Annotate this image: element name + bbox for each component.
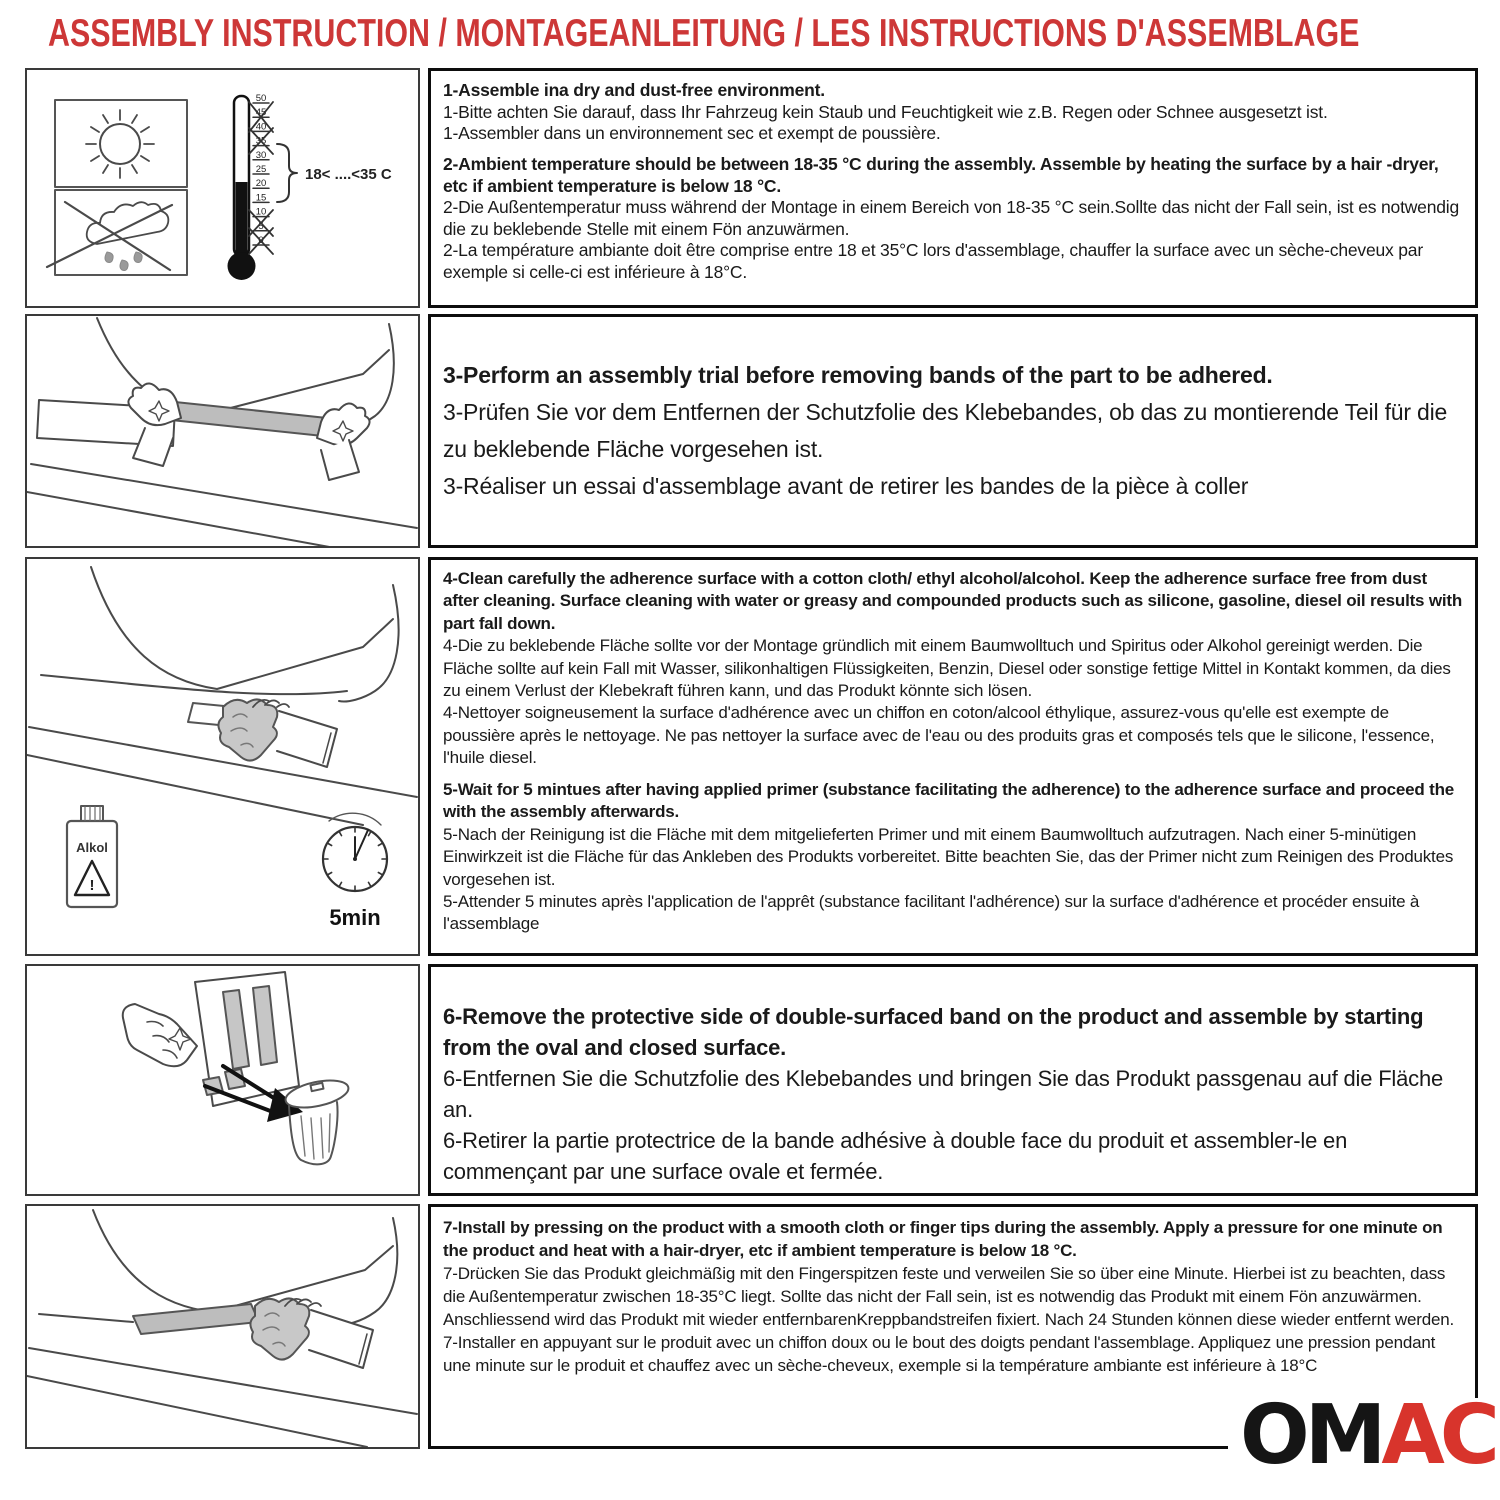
pressing-cloth-hand-icon	[250, 1298, 373, 1368]
svg-text:40: 40	[255, 121, 267, 133]
svg-text:30: 30	[255, 149, 267, 161]
instruction-paragraph: 2-Ambient temperature should be between 18-35 °C during the assembly. Assemble by heating the surface by a hair -dryer, etc if ambient temperature is below 18 °C.	[443, 154, 1439, 196]
left-hand-icon	[128, 383, 181, 466]
instruction-paragraph: 1-Assemble ina dry and dust-free environment.	[443, 80, 825, 100]
svg-text:0: 0	[258, 235, 264, 246]
page-title: ASSEMBLY INSTRUCTION / MONTAGEANLEITUNG / LES INSTRUCTIONS D'ASSEMBLAGE	[48, 12, 1360, 55]
instruction-paragraph: 4-Clean carefully the adherence surface with a cotton cloth/ ethyl alcohol/alcohol. Keep the adherence surface free from dust after cleaning. Surface cleaning with water or greasy and compounded products such as silicone, gasoline, diesel oil results with part fall down.	[443, 569, 1463, 633]
instruction-paragraph: 2-Die Außentemperatur muss während der Montage in einem Bereich von 18-35 °C sein.Sollte das nicht der Fall sein, ist es notwendig die zu beklebende Stelle mit einem Fön anzuwärmen.	[443, 197, 1459, 239]
svg-text:5: 5	[258, 220, 264, 232]
svg-text:20: 20	[255, 178, 267, 190]
svg-text:25: 25	[255, 164, 267, 175]
illustration-environment-temperature	[25, 68, 420, 308]
clock-duration-label: 5min	[329, 905, 381, 930]
instruction-paragraph: 3-Réaliser un essai d'assemblage avant de retirer les bandes de la pièce à coller	[443, 473, 1249, 499]
illustration-assembly-trial	[25, 314, 420, 548]
clock-icon	[323, 813, 387, 891]
warning-triangle-icon	[75, 861, 109, 895]
svg-text:Alkol: Alkol	[76, 840, 108, 855]
instruction-paragraph: 4-Nettoyer soigneusement la surface d'adhérence avec un chiffon en coton/alcool éthylique, assurez-vous qu'elle est exempte de poussière après le nettoyage. Ne pas nettoyer la surface avec de l'eau ou des produits gras et composés tels que le silicone, l'essence, l'huile diesel.	[443, 703, 1435, 768]
range-brace	[277, 144, 297, 202]
svg-text:!: !	[89, 877, 95, 894]
instruction-paragraph: 5-Attender 5 minutes après l'application de l'apprêt (substance facilitant l'adhérence) sur la surface d'adhérence et procéder ensuite à l'assemblage	[443, 892, 1420, 934]
sun-icon	[55, 100, 187, 187]
instruction-paragraph: 7-Drücken Sie das Produkt gleichmäßig mit den Fingerspitzen feste und verweilen Sie so über eine Minute. Hierbei ist zu beachten, dass die Außentemperatur zwischen 18-35°C liegt. Sollte das nicht der Fall sein, ist es notwendig das Produkt mit einem Fön anzuwärmen. Anschliessend wird das Produkt mit wieder entfernbarenKreppbandstreifen fixiert. Nach 24 Stunden können diese wieder entfernt werden.	[443, 1264, 1454, 1329]
svg-text:45: 45	[255, 107, 267, 119]
instructions-clean-surface-primer	[428, 557, 1478, 956]
instructions-environment-temperature	[428, 68, 1478, 308]
car-door-sill-lines	[27, 567, 417, 825]
illustration-remove-protective-band	[25, 964, 420, 1196]
instructions-assembly-trial	[428, 314, 1478, 548]
omac-logo	[1228, 1388, 1500, 1483]
illustration-clean-surface-primer	[25, 557, 420, 956]
svg-text:50: 50	[255, 93, 267, 104]
peeling-hand-icon	[123, 1004, 197, 1066]
alcohol-bottle-icon	[67, 806, 117, 907]
cleaning-surface-drawing	[27, 559, 418, 954]
instruction-paragraph: 4-Die zu beklebende Fläche sollte vor der Montage gründlich mit einem Baumwolltuch und Spiritus oder Alkohol gereinigt werden. Die Fläche sollte auf kein Fall mit Wasser, silikonhaltigen Flüssigkeiten, Benzin, Diesel oder sonstige fettige Mittel in Kontakt kommen, da dies zu einem Verlust der Klebekraft führen kann, und das Produkt könnte sich lösen.	[443, 636, 1451, 701]
svg-text:10: 10	[255, 206, 267, 218]
instruction-paragraph: 2-La température ambiante doit être comprise entre 18 et 35°C lors d'assemblage, chauffer la surface avec un sèche-cheveux par exemple si celle-ci est inférieure à 18°C.	[443, 240, 1423, 282]
instruction-paragraph: 6-Retirer la partie protectrice de la bande adhésive à double face du produit et assembler-le en commençant par une surface ovale et fermée.	[443, 1128, 1348, 1184]
instruction-paragraph: 5-Nach der Reinigung ist die Fläche mit dem mitgelieferten Primer und mit einem Baumwolltuch aufzutragen. Nach einer 5-minütigen Einwirkzeit ist die Fläche für das Ankleben des Produkts vorbereitet. Bitte beachten Sie, das der Primer nicht zum Reinigen des Produktes vorgesehen ist.	[443, 824, 1454, 889]
trash-can-icon	[283, 1076, 351, 1165]
svg-text:15: 15	[255, 192, 267, 204]
instruction-paragraph: 6-Remove the protective side of double-surfaced band on the product and assemble by starting from the oval and closed surface.	[443, 1004, 1424, 1060]
press-install-drawing	[27, 1206, 418, 1447]
instruction-paragraph: 1-Assembler dans un environnement sec et exempt de poussière.	[443, 123, 941, 143]
temperature-range-label: 18< ....<35 C	[305, 166, 392, 183]
no-rain-icon	[47, 190, 187, 275]
instruction-paragraph: 3-Prüfen Sie vor dem Entfernen der Schutzfolie des Klebebandes, ob das zu montierende Teil für die zu beklebende Fläche vorgesehen ist.	[443, 399, 1448, 462]
product-backing-sheet	[195, 972, 299, 1106]
instruction-paragraph: 1-Bitte achten Sie darauf, dass Ihr Fahrzeug kein Staub und Feuchtigkeit wie z.B. Regen oder Schnee ausgesetzt ist.	[443, 101, 1328, 122]
environment-temperature-drawing	[27, 70, 418, 306]
illustration-press-install	[25, 1204, 420, 1449]
svg-text:35: 35	[255, 135, 267, 147]
instructions-remove-protective-band	[428, 964, 1478, 1196]
thermometer-icon	[228, 93, 298, 280]
omac-logo-black-letters: OM	[1240, 1388, 1382, 1483]
instruction-paragraph: 6-Entfernen Sie die Schutzfolie des Klebebandes und bringen Sie das Produkt passgenau auf die Fläche an.	[443, 1066, 1444, 1122]
cleaning-cloth-hand-icon	[218, 699, 337, 767]
peel-band-drawing	[27, 966, 418, 1194]
instruction-paragraph: 5-Wait for 5 mintues after having applied primer (substance facilitating the adherence) to the adherence surface and proceed the with the assembly afterwards.	[443, 780, 1455, 822]
instruction-paragraph: 7-Installer en appuyant sur le produit avec un chiffon doux ou le bout des doigts pendant l'assemblage. Appliquez une pression pendant une minute sur le produit et chauffez avec un sèche-cheveux, exemple si la température ambiante est inférieure à 18°C	[443, 1333, 1436, 1375]
door-sill-trim-strip	[171, 402, 327, 436]
omac-logo-red-letters: AC	[1381, 1388, 1495, 1483]
instruction-paragraph: 7-Install by pressing on the product with a smooth cloth or finger tips during the assembly. Apply a pressure for one minute on the product and heat with a hair-dryer, etc if ambient temperature is below 18 °C.	[443, 1218, 1443, 1260]
right-hand-icon	[317, 403, 370, 480]
instruction-paragraph: 3-Perform an assembly trial before removing bands of the part to be adhered.	[443, 362, 1273, 388]
hands-holding-trim-drawing	[27, 316, 418, 546]
